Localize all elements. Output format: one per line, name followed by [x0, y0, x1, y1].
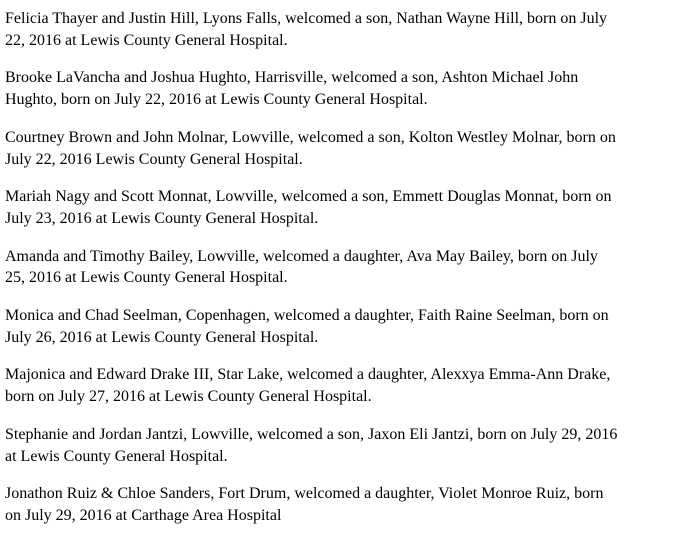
announcement-line: Felicia Thayer and Justin Hill, Lyons Falls, welcomed a son, Nathan Wayne Hill, born on July: [5, 10, 608, 27]
announcement-line: Majonica and Edward Drake III, Star Lake, welcomed a daughter, Alexxya Emma-Ann Drake,: [5, 366, 611, 384]
announcement-line: on July 29, 2016 at Carthage Area Hospital: [5, 506, 282, 524]
announcement-line: Mariah Nagy and Scott Monnat, Lowville, welcomed a son, Emmett Douglas Monnat, born on: [5, 188, 612, 206]
announcement-line: July 22, 2016 Lewis County General Hospital.: [5, 150, 303, 168]
birth-announcement-lavancha-hughto: [5, 67, 688, 110]
birth-announcement-ruiz-sanders: [5, 483, 688, 526]
announcement-line: July 26, 2016 at Lewis County General Hospital.: [5, 328, 319, 346]
announcement-line: July 23, 2016 at Lewis County General Hospital.: [5, 209, 319, 227]
announcement-line: 25, 2016 at Lewis County General Hospital.: [5, 269, 288, 287]
announcement-line: Brooke LaVancha and Joshua Hughto, Harrisville, welcomed a son, Ashton Michael John: [5, 69, 579, 87]
announcement-line: Monica and Chad Seelman, Copenhagen, welcomed a daughter, Faith Raine Seelman, born on: [5, 307, 609, 325]
announcement-line: at Lewis County General Hospital.: [5, 447, 228, 465]
birth-announcement-nagy-monnat: [5, 186, 688, 229]
announcement-line: Hughto, born on July 22, 2016 at Lewis County General Hospital.: [5, 91, 428, 109]
birth-announcement-thayer-hill: [5, 8, 688, 51]
birth-announcement-brown-molnar: [5, 127, 688, 170]
announcement-line: 22, 2016 at Lewis County General Hospital.: [5, 31, 288, 49]
announcement-line: born on July 27, 2016 at Lewis County General Hospital.: [5, 388, 372, 406]
announcement-line: Jonathon Ruiz & Chloe Sanders, Fort Drum, welcomed a daughter, Violet Monroe Ruiz, born: [5, 485, 604, 503]
announcement-line: Courtney Brown and John Molnar, Lowville, welcomed a son, Kolton Westley Molnar, born on: [5, 128, 616, 146]
announcement-line: Stephanie and Jordan Jantzi, Lowville, welcomed a son, Jaxon Eli Jantzi, born on July 29, 2016: [5, 425, 618, 443]
birth-announcement-seelman: [5, 305, 688, 348]
birth-announcement-jantzi: [5, 424, 688, 467]
birth-announcement-drake: [5, 364, 688, 407]
birth-announcement-bailey: [5, 246, 688, 289]
announcement-line: Amanda and Timothy Bailey, Lowville, welcomed a daughter, Ava May Bailey, born on July: [5, 247, 598, 265]
